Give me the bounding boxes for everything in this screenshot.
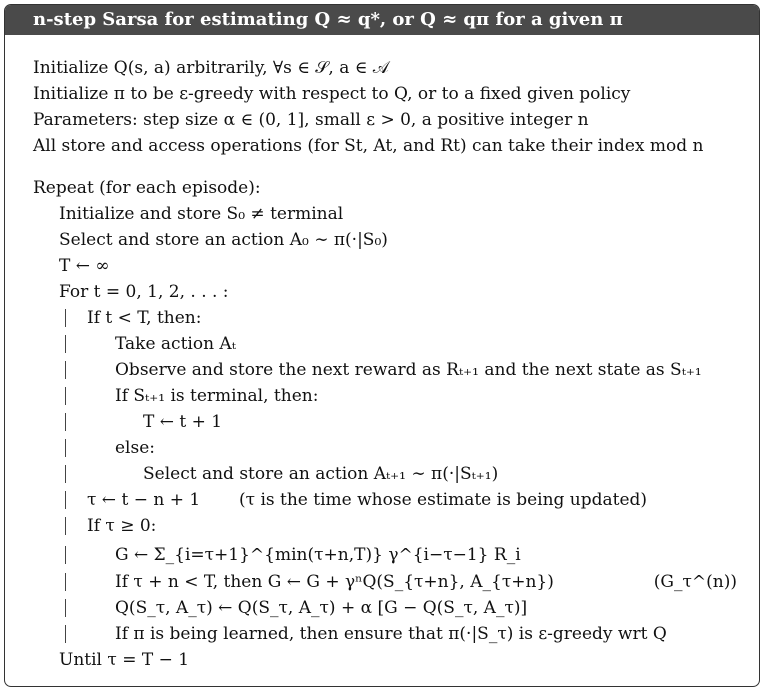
if-tau-line: If τ ≥ 0: (87, 516, 157, 536)
if-terminal-line: If Sₜ₊₁ is terminal, then: (115, 386, 319, 406)
loop-bar (65, 625, 66, 643)
if-t-lt-T-line: If t < T, then: (87, 308, 202, 328)
loop-bar (65, 439, 66, 457)
select-next-line: Select and store an action Aₜ₊₁ ∼ π(·|Sₜ₊₁) (143, 464, 499, 484)
T-assign-line: T ← t + 1 (143, 412, 223, 432)
init-s0-line: Initialize and store S₀ ≠ terminal (59, 204, 344, 224)
G-return-tag: (G_τ^(n)) (653, 572, 737, 592)
tau-assign-line: τ ← t − n + 1 (87, 490, 201, 510)
title-text: n-step Sarsa for estimating Q ≈ q*, or Q ≈ qπ for a given π (33, 9, 623, 30)
loop-bar (65, 599, 66, 617)
else-line: else: (115, 438, 156, 458)
for-t-line: For t = 0, 1, 2, . . . : (59, 282, 229, 302)
until-line: Until τ = T − 1 (59, 650, 190, 670)
algorithm-box (4, 4, 760, 687)
loop-bar (65, 335, 66, 353)
select-a0-line: Select and store an action A₀ ∼ π(·|S₀) (59, 230, 388, 250)
algorithm-title (5, 5, 759, 35)
if-bootstrap-line: If τ + n < T, then G ← G + γⁿQ(S_{τ+n}, A_{τ+n}) (115, 572, 554, 592)
Q-update-line: Q(S_τ, A_τ) ← Q(S_τ, A_τ) + α [G − Q(S_τ, A_τ)] (115, 598, 528, 618)
take-action-line: Take action Aₜ (115, 334, 236, 354)
loop-bar (65, 309, 66, 327)
loop-bar (65, 465, 66, 483)
setup-line: Initialize Q(s, a) arbitrarily, ∀s ∈ 𝒮, a ∈ 𝒜 (33, 58, 389, 78)
setup-line: All store and access operations (for St, At, and Rt) can take their index mod n (33, 136, 704, 156)
loop-bar (65, 387, 66, 405)
setup-line: Parameters: step size α ∈ (0, 1], small ε > 0, a positive integer n (33, 110, 589, 130)
loop-bar (65, 517, 66, 535)
loop-bar (65, 361, 66, 379)
G-sum-line: G ← Σ_{i=τ+1}^{min(τ+n,T)} γ^{i−τ−1} R_i (115, 545, 521, 565)
tau-comment: (τ is the time whose estimate is being updated) (239, 490, 648, 510)
loop-bar (65, 491, 66, 509)
loop-bar (65, 546, 66, 564)
repeat-line: Repeat (for each episode): (33, 178, 261, 198)
observe-line: Observe and store the next reward as Rₜ₊₁ and the next state as Sₜ₊₁ (115, 360, 702, 380)
t-inf-line: T ← ∞ (59, 256, 110, 276)
policy-update-line: If π is being learned, then ensure that π(·|S_τ) is ε-greedy wrt Q (115, 624, 667, 644)
loop-bar (65, 573, 66, 591)
setup-line: Initialize π to be ε-greedy with respect to Q, or to a fixed given policy (33, 84, 631, 104)
loop-bar (65, 413, 66, 431)
